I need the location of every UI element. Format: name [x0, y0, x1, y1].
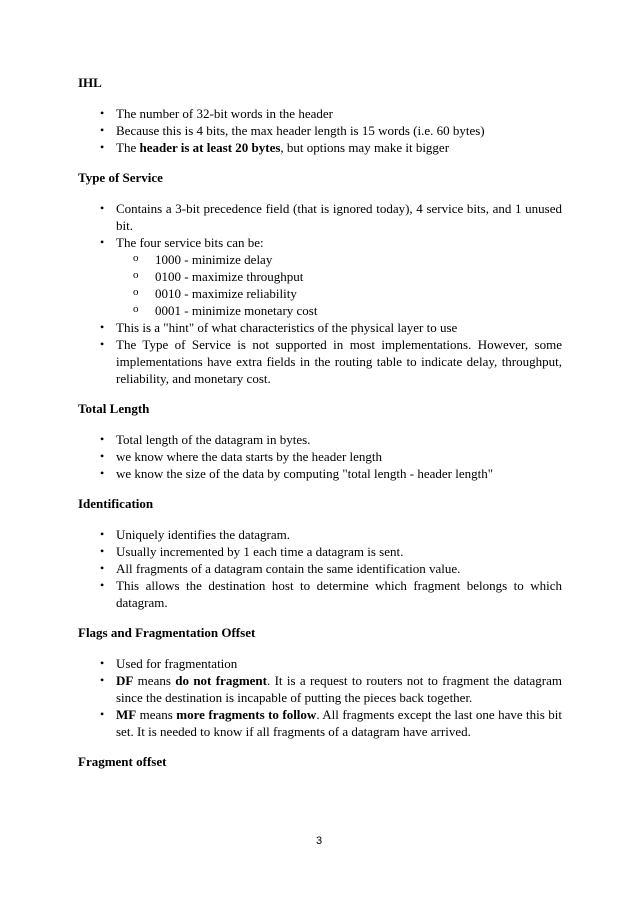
bullet-icon: •: [100, 466, 105, 480]
bullet-icon: •: [100, 432, 105, 446]
list-item: [78, 543, 562, 560]
list-item: [78, 577, 562, 611]
list-item-text: All fragments of a datagram contain the same identification value.: [116, 561, 461, 576]
section-heading: IHL: [78, 75, 102, 90]
list-item-text: Usually incremented by 1 each time a datagram is sent.: [116, 544, 404, 559]
list-item-text: , but options may make it bigger: [280, 140, 450, 155]
bullet-list: [78, 431, 562, 482]
list-item-text: This is a "hint" of what characteristics of the physical layer to use: [116, 320, 458, 335]
list-item: [78, 319, 562, 336]
section-heading: Type of Service: [78, 170, 163, 185]
document-content: [78, 74, 562, 771]
list-item-text: The Type of Service is not supported in most implementations. However, some implementations have extra fields in the routing table to indicate delay, throughput, reliability, and monetary cost.: [116, 337, 562, 386]
page-number: 3: [315, 835, 323, 847]
list-item-text: do not fragment: [175, 673, 267, 688]
sub-list-item: [116, 285, 562, 302]
sub-list-item: [116, 251, 562, 268]
list-item-text: MF: [116, 707, 137, 722]
sub-list-item-text: 0100 - maximize throughput: [155, 269, 304, 284]
bullet-icon: •: [100, 106, 105, 120]
list-item: [78, 234, 562, 319]
bullet-list: [78, 526, 562, 611]
list-item-text: Used for fragmentation: [116, 656, 238, 671]
bullet-icon: •: [100, 544, 105, 558]
list-item-text: means: [136, 707, 177, 722]
list-item: [78, 139, 562, 156]
bullet-icon: •: [100, 707, 105, 721]
sub-list-item: [116, 268, 562, 285]
bullet-icon: •: [100, 527, 105, 541]
list-item: [78, 706, 562, 740]
list-item-text: we know where the data starts by the header length: [116, 449, 383, 464]
bullet-list: [78, 105, 562, 156]
section-heading: Flags and Fragmentation Offset: [78, 625, 256, 640]
list-item-text: The four service bits can be:: [116, 235, 264, 250]
list-item: [78, 431, 562, 448]
circle-bullet-icon: o: [133, 252, 139, 264]
list-item: [78, 672, 562, 706]
section-heading: Identification: [78, 496, 154, 511]
list-item-text: means: [133, 673, 176, 688]
circle-bullet-icon: o: [133, 286, 139, 298]
list-item: [78, 560, 562, 577]
list-item: [78, 526, 562, 543]
bullet-icon: •: [100, 320, 105, 334]
list-item-text: . It is a request to routers not to fragment the datagram since the destination is incapable of putting the pieces back together.: [116, 673, 563, 705]
list-item-text: Because this is 4 bits, the max header length is 15 words (i.e. 60 bytes): [116, 123, 485, 138]
section-heading: Fragment offset: [78, 754, 167, 769]
sub-list-item-text: 1000 - minimize delay: [155, 252, 273, 267]
bullet-list: [78, 655, 562, 740]
list-item: [78, 122, 562, 139]
sub-list-item-text: 0010 - maximize reliability: [155, 286, 297, 301]
sub-list-item-text: 0001 - minimize monetary cost: [155, 303, 318, 318]
bullet-icon: •: [100, 337, 105, 351]
list-item-text: Uniquely identifies the datagram.: [116, 527, 291, 542]
sub-list-item: [116, 302, 562, 319]
list-item: [78, 105, 562, 122]
bullet-icon: •: [100, 123, 105, 137]
list-item-text: we know the size of the data by computing "total length - header length": [116, 466, 494, 481]
bullet-icon: •: [100, 201, 105, 215]
section-heading: Total Length: [78, 401, 150, 416]
list-item-text: The: [116, 140, 140, 155]
list-item: [78, 655, 562, 672]
bullet-icon: •: [100, 140, 105, 154]
bullet-list: [78, 200, 562, 387]
list-item-text: Contains a 3-bit precedence field (that is ignored today), 4 service bits, and 1 unused bit.: [116, 201, 562, 233]
list-item-text: DF: [116, 673, 134, 688]
list-item: [78, 465, 562, 482]
list-item-text: This allows the destination host to determine which fragment belongs to which datagram.: [116, 578, 562, 610]
list-item-text: . All fragments except the last one have this bit set. It is needed to know if all fragments of a datagram have arrived.: [116, 707, 562, 739]
bullet-icon: •: [100, 656, 105, 670]
list-item-text: The number of 32-bit words in the header: [116, 106, 333, 121]
circle-bullet-icon: o: [133, 303, 139, 315]
list-item-text: more fragments to follow: [176, 707, 317, 722]
document-page: [78, 74, 562, 784]
list-item: [78, 200, 562, 234]
bullet-icon: •: [100, 235, 105, 249]
list-item-text: header is at least 20 bytes: [139, 140, 281, 155]
sub-list: [116, 251, 562, 319]
list-item-text: Total length of the datagram in bytes.: [116, 432, 311, 447]
list-item: [78, 336, 562, 387]
bullet-icon: •: [100, 561, 105, 575]
bullet-icon: •: [100, 578, 105, 592]
bullet-icon: •: [100, 449, 105, 463]
bullet-icon: •: [100, 673, 105, 687]
circle-bullet-icon: o: [133, 269, 139, 281]
list-item: [78, 448, 562, 465]
